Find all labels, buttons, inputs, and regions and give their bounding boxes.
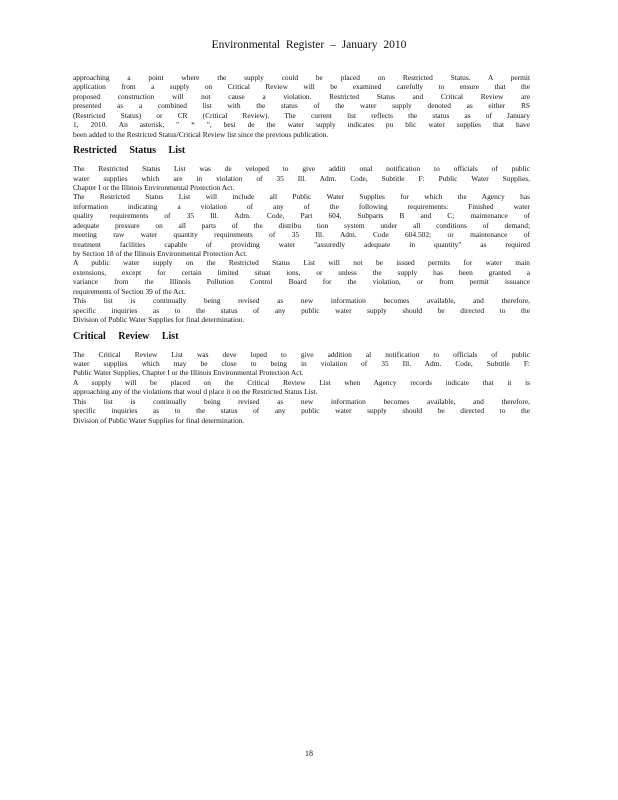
text-line: The Restricted Status List will include all Public Water Supplies for which the Agency has [73,192,530,202]
text-line: presented as a combined list with the status of the water supply denoted as either RS [73,101,530,111]
page-body [73,73,530,425]
text-line: 1, 2010. An asterisk, " * ", besi de the water supply indicates pu blic water supplies that have [73,120,530,130]
text-line: This list is continually being revised as new information becomes available, and therefore, [73,396,530,406]
text-line: been added to the Restricted Status/Critical Review list since the previous publication. [73,129,329,139]
text-line: The Critical Review List was deve loped to give addition al notification to officials of public [73,349,530,359]
restricted-paragraph-2 [73,192,530,258]
critical-paragraph-3 [73,397,530,425]
text-line: variance from the Illinois Pollution Control Board for the violation, or from permit issuance [73,277,530,287]
page-header: Environmental Register – January 2010 [211,39,407,51]
text-line: treatment facilities capable of providing water "assuredly adequate in quantity" as required [73,239,530,249]
text-line: approaching a point where the supply could be placed on Restricted Status. A permit [73,73,530,82]
critical-review-heading: Critical Review List [73,330,179,342]
text-line: water supplies which may be close to being in violation of 35 Ill. Adm. Code, Subtitle F: [73,358,530,368]
text-line: specific inquiries as to the status of any public water supply should be directed to the [73,406,530,416]
text-line: information indicating a violation of any of the following requirements: Finished water [73,201,530,211]
critical-paragraph-1 [73,350,530,378]
text-line: Chapter I or the Illinois Environmental Protection Act. [73,182,235,192]
text-line: specific inquiries as to the status of any public water supply should be directed to the [73,305,530,315]
restricted-status-heading: Restricted Status List [73,145,186,157]
text-line: The Restricted Status List was de veloped to give additi onal notification to officials of public [73,164,530,174]
text-line: requirements of Section 39 of the Act. [73,286,186,296]
text-line: This list is continually being revised as new information becomes available, and therefore, [73,296,530,306]
page-number: 18 [305,749,313,758]
critical-paragraph-2 [73,378,530,397]
text-line: adequate pressure on all parts of the distribu tion system under all conditions of demand; [73,220,530,230]
intro-paragraph [73,73,530,139]
restricted-paragraph-3 [73,258,530,296]
text-line: A public water supply on the Restricted Status List will not be issued permits for water main [73,258,530,268]
text-line: approaching any of the violations that woul d place it on the Restricted Status List. [73,387,318,397]
text-line: by Section 18 of the Illinois Environmental Protection Act. [73,249,248,258]
text-line: water supplies which are in violation of 35 Ill. Adm. Code, Subtitle F: Public Water Supplies, [73,173,530,183]
text-line: Division of Public Water Supplies for final determination. [73,415,245,425]
restricted-paragraph-4 [73,296,530,324]
text-line: A supply will be placed on the Critical Review List when Agency records indicate that it is [73,377,530,387]
text-line: meeting raw water quantity requirements of 35 Ill. Adm. Code 604.502; or maintenance of [73,230,530,240]
text-line: proposed construction will not cause a violation. Restricted Status and Critical Review are [73,91,530,101]
text-line: (Restricted Status) or CR (Critical Review). The current list reflects the status as of January [73,110,530,120]
text-line: Division of Public Water Supplies for final determination. [73,315,245,325]
restricted-paragraph-1 [73,164,530,192]
text-line: quality requirements of 35 Ill. Adm. Code, Part 604, Subparts B and C; maintenance of [73,211,530,221]
text-line: Public Water Supplies, Chapter I or the Illinois Environmental Protection Act. [73,368,304,378]
text-line: application from a supply on Critical Review will be examined carefully to ensure that the [73,82,530,92]
text-line: extensions, except for certain limited situat ions, or unless the supply has been granted a [73,267,530,277]
